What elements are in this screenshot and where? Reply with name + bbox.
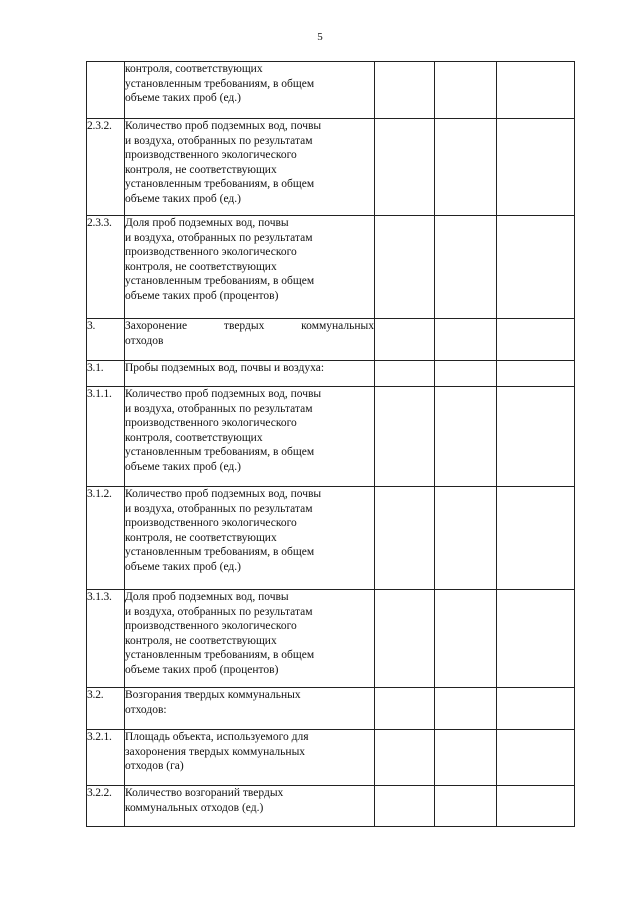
table-row: [87, 590, 575, 688]
value-cell: [497, 688, 575, 730]
row-description: Количество проб подземных вод, почвы и воздуха, отобранных по результатам производственного экологического контроля, не соответствующих установленным требованиям, в общем объеме таких проб (ед.): [125, 487, 375, 590]
value-cell: [375, 119, 435, 216]
value-cell: [435, 361, 497, 387]
value-cell: [497, 216, 575, 319]
row-number: 3.: [87, 319, 125, 361]
value-cell: [375, 62, 435, 119]
value-cell: [435, 387, 497, 487]
value-cell: [435, 590, 497, 688]
row-description: Пробы подземных вод, почвы и воздуха:: [125, 361, 375, 387]
value-cell: [497, 119, 575, 216]
row-description-line: отходов: [125, 334, 164, 347]
value-cell: [375, 319, 435, 361]
value-cell: [435, 487, 497, 590]
row-number: [87, 62, 125, 119]
row-description-line: Захоронение твердых коммунальных: [125, 320, 374, 332]
value-cell: [375, 216, 435, 319]
row-number: 3.1.1.: [87, 387, 125, 487]
value-cell: [435, 730, 497, 786]
row-number: 3.2.: [87, 688, 125, 730]
row-number: 3.1.2.: [87, 487, 125, 590]
table-row: [87, 319, 575, 361]
value-cell: [435, 786, 497, 827]
table-row: [87, 62, 575, 119]
value-cell: [497, 361, 575, 387]
value-cell: [375, 487, 435, 590]
value-cell: [375, 688, 435, 730]
value-cell: [497, 387, 575, 487]
row-description: Доля проб подземных вод, почвы и воздуха, отобранных по результатам производственного экологического контроля, не соответствующих установленным требованиям, в общем объеме таких проб (процентов): [125, 216, 375, 319]
table-row: [87, 119, 575, 216]
value-cell: [497, 319, 575, 361]
row-description: Количество проб подземных вод, почвы и воздуха, отобранных по результатам производственного экологического контроля, соответствующих установленным требованиям, в общем объеме таких проб (ед.): [125, 387, 375, 487]
table-row: [87, 361, 575, 387]
value-cell: [435, 688, 497, 730]
table-row: [87, 786, 575, 827]
value-cell: [375, 786, 435, 827]
page-number: 5: [317, 31, 323, 43]
row-description: Доля проб подземных вод, почвы и воздуха, отобранных по результатам производственного экологического контроля, не соответствующих установленным требованиям, в общем объеме таких проб (процентов): [125, 590, 375, 688]
table-row: [87, 688, 575, 730]
row-number: 2.3.3.: [87, 216, 125, 319]
row-number: 3.2.2.: [87, 786, 125, 827]
value-cell: [497, 590, 575, 688]
value-cell: [435, 62, 497, 119]
row-description: [125, 319, 375, 361]
value-cell: [375, 590, 435, 688]
table-row: [87, 216, 575, 319]
row-number: 3.1.: [87, 361, 125, 387]
value-cell: [497, 487, 575, 590]
table-row: [87, 387, 575, 487]
value-cell: [375, 361, 435, 387]
value-cell: [375, 387, 435, 487]
row-number: 3.2.1.: [87, 730, 125, 786]
value-cell: [435, 119, 497, 216]
indicators-table: [86, 61, 575, 827]
value-cell: [435, 319, 497, 361]
row-description: Возгорания твердых коммунальных отходов:: [125, 688, 375, 730]
value-cell: [497, 730, 575, 786]
table-row: [87, 730, 575, 786]
row-description: контроля, соответствующих установленным требованиям, в общем объеме таких проб (ед.): [125, 62, 375, 119]
value-cell: [435, 216, 497, 319]
row-description: Площадь объекта, используемого для захоронения твердых коммунальных отходов (га): [125, 730, 375, 786]
value-cell: [497, 786, 575, 827]
row-description: Количество проб подземных вод, почвы и воздуха, отобранных по результатам производственного экологического контроля, не соответствующих установленным требованиям, в общем объеме таких проб (ед.): [125, 119, 375, 216]
value-cell: [375, 730, 435, 786]
value-cell: [497, 62, 575, 119]
row-description: Количество возгораний твердых коммунальных отходов (ед.): [125, 786, 375, 827]
row-number: 3.1.3.: [87, 590, 125, 688]
row-number: 2.3.2.: [87, 119, 125, 216]
table-row: [87, 487, 575, 590]
